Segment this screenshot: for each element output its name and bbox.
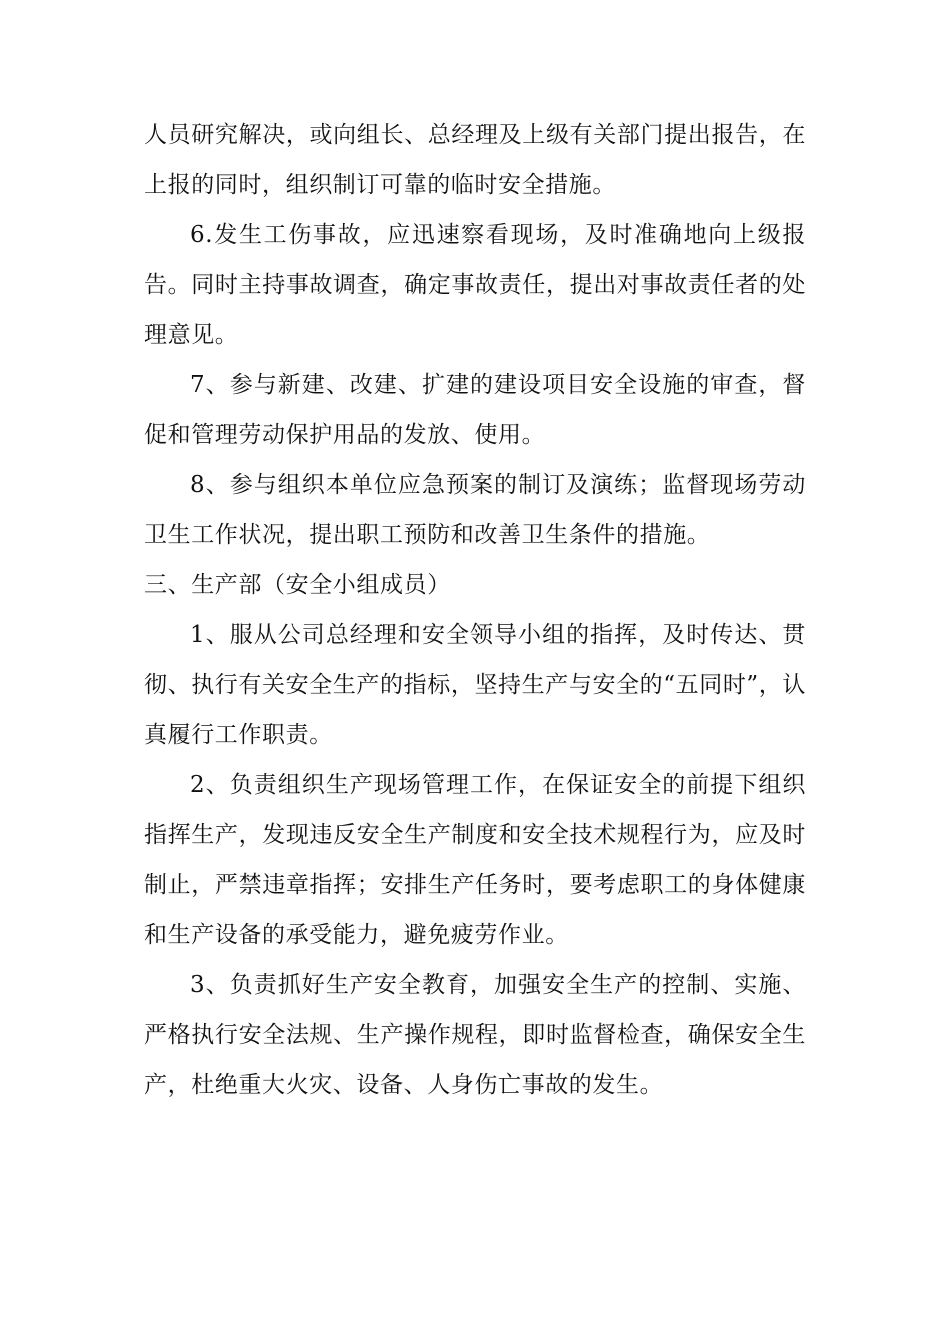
- paragraph-item-6: 6.发生工伤事故，应迅速察看现场，及时准确地向上级报告。同时主持事故调查，确定事故责任，提出对事故责任者的处理意见。: [144, 222, 806, 348]
- paragraph-item-8: 8、参与组织本单位应急预案的制订及演练；监督现场劳动卫生工作状况，提出职工预防和改善卫生条件的措施。: [144, 472, 806, 548]
- paragraph-prod-item-3: 3、负责抓好生产安全教育，加强安全生产的控制、实施、严格执行安全法规、生产操作规程，即时监督检查，确保安全生产，杜绝重大火灾、设备、人身伤亡事故的发生。: [144, 972, 806, 1098]
- document-body: [144, 110, 806, 1110]
- paragraph-prod-item-2: 2、负责组织生产现场管理工作，在保证安全的前提下组织指挥生产，发现违反安全生产制度和安全技术规程行为，应及时制止，严禁违章指挥；安排生产任务时，要考虑职工的身体健康和生产设备的承受能力，避免疲劳作业。: [144, 772, 806, 948]
- paragraph-item-7: 7、参与新建、改建、扩建的建设项目安全设施的审查，督促和管理劳动保护用品的发放、使用。: [144, 372, 806, 448]
- paragraph-continuation: 人员研究解决，或向组长、总经理及上级有关部门提出报告，在上报的同时，组织制订可靠的临时安全措施。: [144, 122, 806, 198]
- paragraph-prod-item-1: 1、服从公司总经理和安全领导小组的指挥，及时传达、贯彻、执行有关安全生产的指标，坚持生产与安全的“五同时”，认真履行工作职责。: [144, 622, 806, 748]
- section-heading-production: 三、生产部（安全小组成员）: [144, 572, 451, 598]
